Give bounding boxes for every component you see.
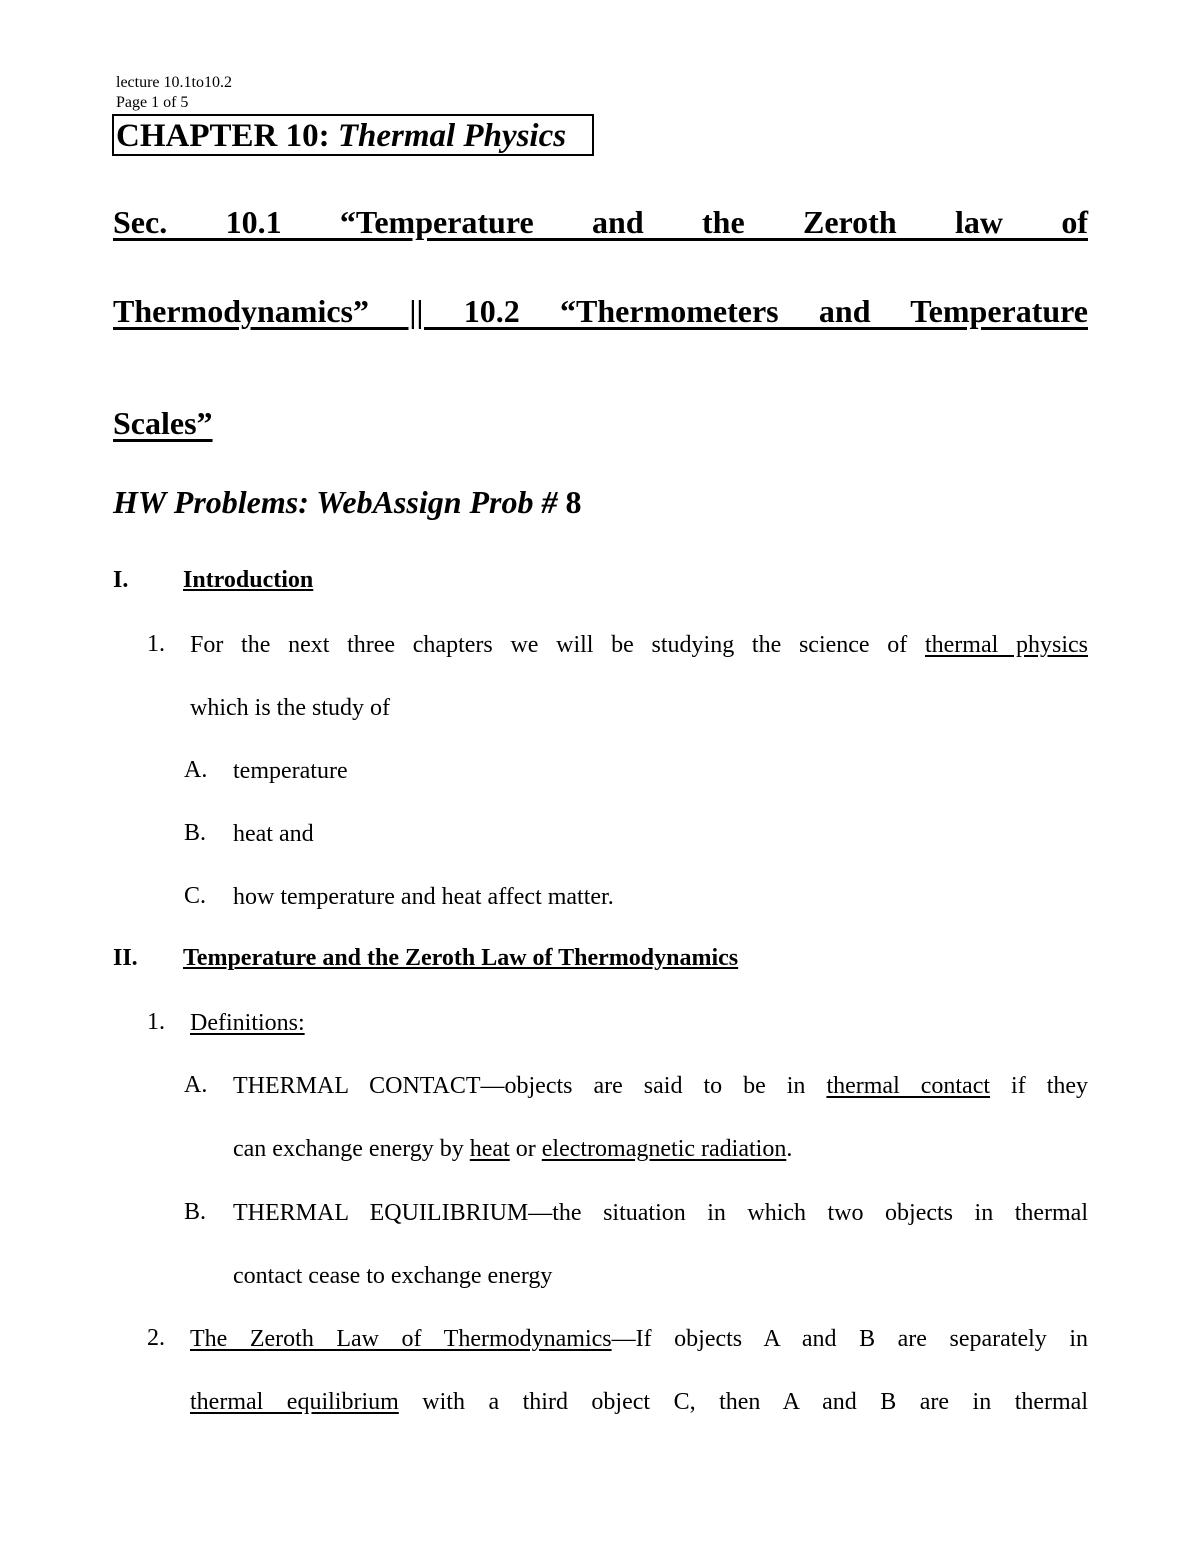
subitem-b-text: heat and (233, 821, 314, 847)
part-2-title: Temperature and the Zeroth Law of Thermodynamics (183, 945, 739, 971)
zeroth-law-line-2 (190, 1388, 1088, 1416)
term-thermal-physics: thermal physics (924, 632, 1088, 658)
def-b-line-1: THERMAL EQUILIBRIUM—the situation in which two objects in thermal (233, 1200, 1088, 1226)
part-2-numeral: II. (113, 945, 138, 971)
def-a-line-2-c: . (786, 1136, 793, 1162)
item-1-text (190, 631, 1088, 659)
def-a-text-a: THERMAL CONTACT—objects are said to be in (233, 1073, 827, 1099)
item-1-text-b: which is the study of (190, 695, 390, 721)
term-zeroth-law: The Zeroth Law of Thermodynamics (190, 1326, 612, 1352)
part-1-numeral: I. (113, 567, 129, 593)
subitem-a-label: A. (184, 757, 208, 783)
term-heat: heat (469, 1136, 510, 1162)
section-heading-line-3: Scales” (113, 405, 213, 441)
definitions-title: Definitions: (190, 1010, 305, 1036)
zeroth-law-text-a: —If objects A and B are separately in (611, 1326, 1088, 1352)
hw-label: HW Problems: WebAssign Prob # (113, 484, 566, 520)
document-header-lecture: lecture 10.1to10.2 (116, 74, 232, 91)
chapter-title (112, 114, 594, 156)
chapter-prefix: CHAPTER 10: (116, 118, 338, 154)
zeroth-law-line-1 (190, 1325, 1088, 1353)
part-2-item-1-title (190, 1009, 305, 1037)
def-a-label: A. (184, 1072, 208, 1098)
item-1-number: 1. (147, 631, 165, 657)
def-b-label: B. (184, 1199, 207, 1225)
hw-problems (113, 484, 582, 521)
subitem-c-text: how temperature and heat affect matter. (233, 884, 614, 910)
def-b-line-2: contact cease to exchange energy (233, 1263, 553, 1289)
def-a-line-2-a: can exchange energy by (233, 1136, 470, 1162)
part-1-title: Introduction (183, 567, 314, 593)
subitem-c-label: C. (184, 883, 207, 909)
subitem-b-label: B. (184, 820, 207, 846)
term-thermal-contact: thermal contact (826, 1073, 991, 1099)
part-2-item-1-number: 1. (147, 1009, 165, 1035)
part-1-heading (113, 567, 913, 597)
item-1-text-a: For the next three chapters we will be studying the science of (190, 632, 925, 658)
section-heading-line-2: Thermodynamics” || 10.2 “Thermometers and Temperature (113, 293, 1088, 329)
def-a-line-1 (233, 1072, 1088, 1100)
part-2-heading (113, 945, 1013, 975)
subitem-a-text: temperature (233, 758, 348, 784)
term-thermal-equilibrium: thermal equilibrium (190, 1389, 399, 1415)
def-a-line-2 (233, 1135, 792, 1163)
term-electromagnetic-radiation: electromagnetic radiation (541, 1136, 787, 1162)
hw-number: 8 (565, 484, 582, 520)
zeroth-law-text-b: with a third object C, then A and B are in thermal (398, 1389, 1088, 1415)
def-a-text-b: if they (990, 1073, 1089, 1099)
chapter-name: Thermal Physics (337, 118, 567, 154)
page-number: Page 1 of 5 (116, 94, 189, 111)
section-heading-line-1: Sec. 10.1 “Temperature and the Zeroth law of (113, 204, 1088, 240)
part-2-item-2-number: 2. (147, 1325, 165, 1351)
def-a-line-2-b: or (509, 1136, 542, 1162)
